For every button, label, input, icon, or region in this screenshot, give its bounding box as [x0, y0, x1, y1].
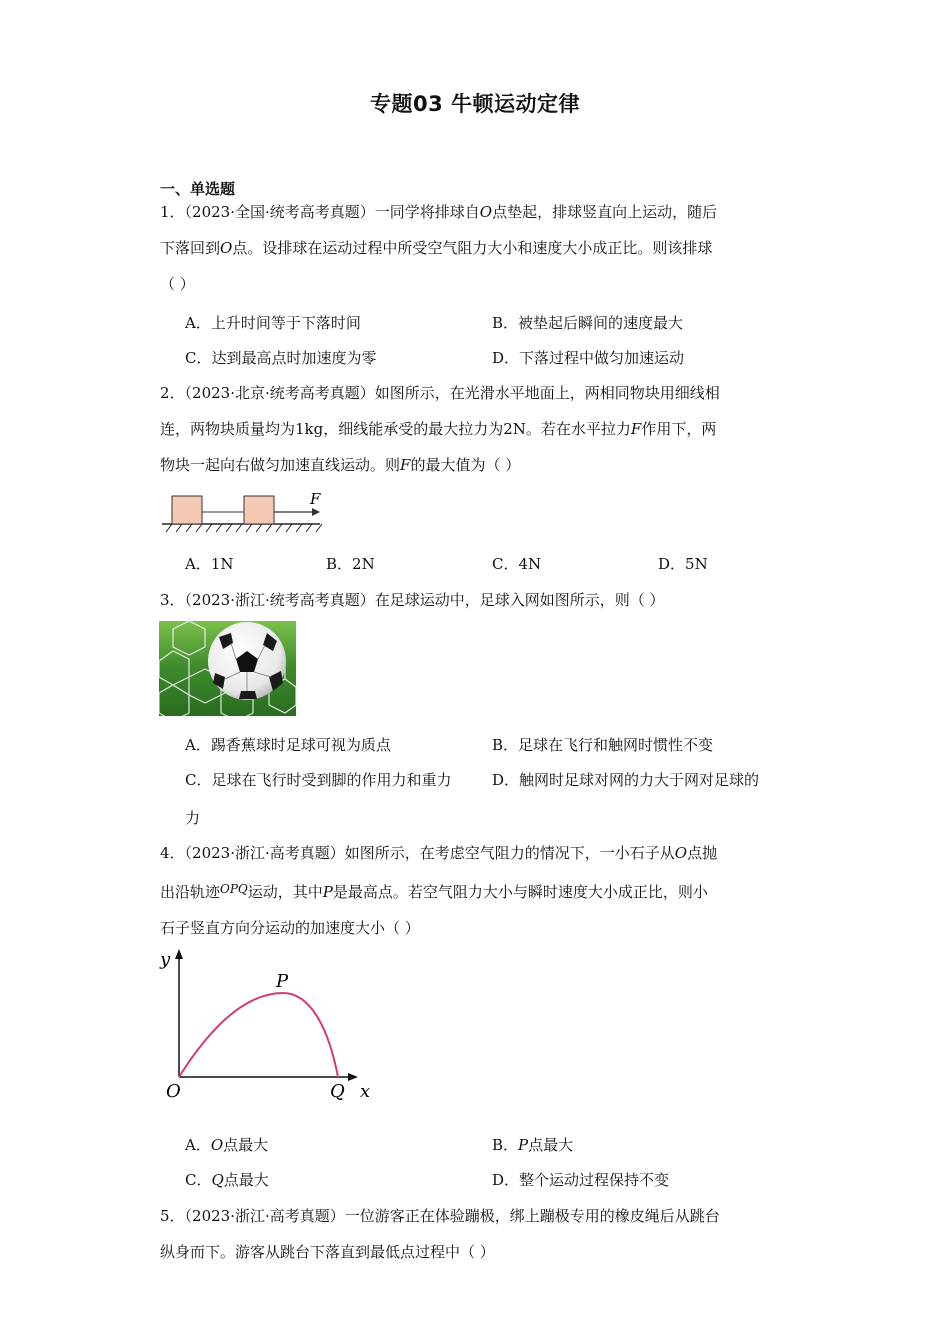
two-blocks-figure	[160, 486, 325, 534]
question-5	[160, 1198, 788, 1270]
point-o-label: O	[166, 1081, 181, 1102]
section-heading: 一、单选题	[160, 180, 236, 198]
block-right	[244, 496, 274, 524]
question-1-line-1: 1．（2023·全国·统考高考真题）一同学将排球自O点垫起，排球竖直向上运动，随后	[160, 203, 718, 221]
q2-option-c: C．4N	[492, 555, 542, 573]
question-4-line-1: 4．（2023·浙江·高考真题）如图所示，在考虑空气阻力的情况下，一小石子从O点抛	[160, 844, 718, 862]
q4-option-d: D．整个运动过程保持不变	[492, 1171, 670, 1189]
question-3-line-1: 3．（2023·浙江·统考高考真题）在足球运动中，足球入网如图所示，则（ ）	[160, 591, 665, 609]
trajectory-figure	[158, 945, 383, 1105]
question-1-line-3: （ ）	[160, 275, 195, 293]
question-1-line-2: 下落回到O点。设排球在运动过程中所受空气阻力大小和速度大小成正比。则该排球	[160, 239, 713, 257]
question-5-line-2: 纵身而下。游客从跳台下落直到最低点过程中（ ）	[160, 1243, 495, 1261]
trajectory-curve	[179, 993, 338, 1077]
question-1	[160, 194, 788, 302]
y-axis-label: y	[160, 949, 171, 970]
q3-option-d: D．触网时足球对网的力大于网对足球的	[492, 771, 760, 789]
block-left	[172, 496, 202, 524]
q4-option-a: A．O点最大	[185, 1136, 269, 1154]
q3-option-c: C．足球在飞行时受到脚的作用力和重力	[185, 771, 452, 789]
q1-option-c: C．达到最高点时加速度为零	[185, 349, 377, 367]
q4-option-c: C．Q点最大	[185, 1171, 269, 1189]
x-axis-label: x	[360, 1081, 371, 1102]
q3-option-b: B．足球在飞行和触网时惯性不变	[492, 736, 714, 754]
q1-option-b: B．被垫起后瞬间的速度最大	[492, 314, 684, 332]
question-2-line-3: 物块一起向右做匀加速直线运动。则F的最大值为（ ）	[160, 456, 521, 474]
x-axis-arrow	[348, 1073, 358, 1081]
question-2-line-2: 连，两物块质量均为1kg，细线能承受的最大拉力为2N。若在水平拉力F作用下，两	[160, 420, 717, 438]
q2-option-b: B．2N	[326, 555, 375, 573]
question-2-line-1: 2．（2023·北京·统考高考真题）如图所示，在光滑水平地面上，两相同物块用细线相	[160, 384, 720, 402]
question-3	[160, 582, 788, 618]
y-axis-arrow	[175, 949, 183, 959]
q1-option-d: D．下落过程中做匀加速运动	[492, 349, 685, 367]
ground-hatching	[166, 524, 322, 532]
q2-option-d: D．5N	[658, 555, 708, 573]
question-2	[160, 375, 788, 483]
question-4-line-2: 出沿轨迹$^{OPQ}$运动，其中P是最高点。若空气阻力大小与瞬时速度大小成正比，则小	[160, 882, 708, 901]
q3-option-a: A．踢香蕉球时足球可视为质点	[185, 736, 391, 754]
force-label: F	[310, 490, 321, 508]
question-4	[160, 835, 788, 946]
ball-patch-bottom	[239, 691, 257, 699]
soccer-ball-photo	[159, 621, 296, 716]
q1-option-a: A．上升时间等于下落时间	[185, 314, 361, 332]
point-p-label: P	[276, 971, 289, 992]
question-4-line-3: 石子竖直方向分运动的加速度大小（ ）	[160, 919, 420, 937]
q4-option-b: B．P点最大	[492, 1136, 574, 1154]
question-5-line-1: 5．（2023·浙江·高考真题）一位游客正在体验蹦极，绑上蹦极专用的橡皮绳后从跳台	[160, 1207, 720, 1225]
q3-option-d-continuation: 力	[185, 809, 201, 827]
point-q-label: Q	[330, 1081, 345, 1102]
page-title: 专题03 牛顿运动定律	[369, 92, 581, 116]
q2-option-a: A．1N	[185, 555, 234, 573]
force-arrow-head	[312, 508, 320, 516]
